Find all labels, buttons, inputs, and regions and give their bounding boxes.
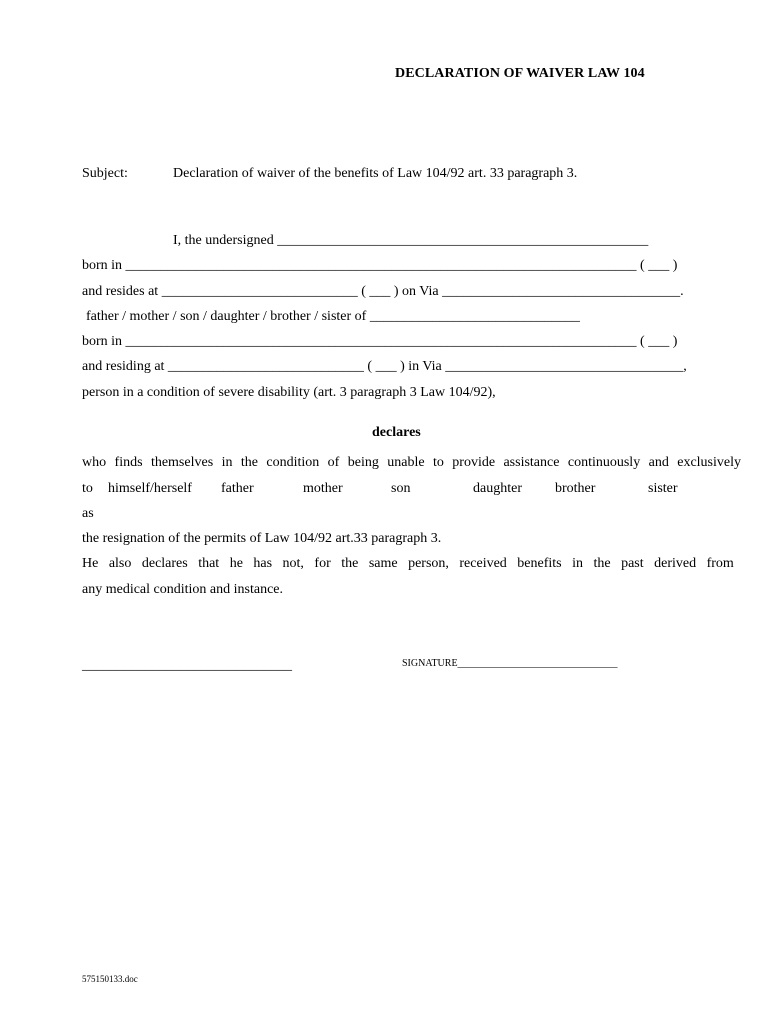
body-line-1 (82, 455, 741, 471)
body-word: the (341, 556, 359, 571)
body-word: continuously (567, 455, 641, 470)
document-title: DECLARATION OF WAIVER LAW 104 (395, 66, 645, 81)
body-word: person, (408, 556, 449, 571)
body-word: to (433, 455, 444, 470)
body-word: benefits (517, 556, 562, 571)
residing-at-line: and residing at ____________________________ ( ___ ) in Via __________________________________, (82, 359, 687, 374)
born-in-line-2: born in _________________________________________________________________________ ( ___ ) (82, 334, 678, 349)
subject-label: Subject: (82, 166, 128, 181)
body-word: same (368, 556, 398, 571)
body-word: unable (387, 455, 425, 470)
body-word: from (706, 556, 734, 571)
body-word: provide (452, 455, 496, 470)
body-line-5 (82, 556, 734, 572)
signature-line: SIGNATURE________________________________ (402, 658, 618, 669)
body-word: has (253, 556, 273, 571)
body-word: condition (266, 455, 320, 470)
condition-line: person in a condition of severe disability (art. 3 paragraph 3 Law 104/92), (82, 385, 496, 400)
relation-option: father (221, 481, 254, 496)
body-word: that (198, 556, 220, 571)
body-word: who (82, 455, 107, 470)
relation-option: son (391, 481, 411, 496)
subject-text: Declaration of waiver of the benefits of Law 104/92 art. 33 paragraph 3. (173, 166, 578, 181)
body-word: exclusively (677, 455, 741, 470)
body-word: finds (114, 455, 143, 470)
body-word: received (459, 556, 507, 571)
resides-at-line: and resides at ____________________________ ( ___ ) on Via __________________________________. (82, 284, 684, 299)
body-word: of (327, 455, 340, 470)
body-line-4: the resignation of the permits of Law 104/92 art.33 paragraph 3. (82, 531, 442, 546)
relation-option: mother (303, 481, 343, 496)
body-word: themselves (150, 455, 214, 470)
undersigned-line: I, the undersigned _____________________________________________________ (173, 233, 649, 248)
body-word: declares (141, 556, 188, 571)
relation-option: daughter (473, 481, 522, 496)
body-line-3: as (82, 506, 94, 521)
body-word: being (347, 455, 379, 470)
body-word: assistance (503, 455, 560, 470)
relation-option: to (82, 481, 93, 496)
body-word: not, (282, 556, 304, 571)
relation-option: sister (648, 481, 678, 496)
relation-option: brother (555, 481, 596, 496)
born-in-line-1: born in _________________________________________________________________________ ( ___ ) (82, 258, 678, 273)
relation-option: himself/herself (108, 481, 192, 496)
body-word: he (229, 556, 243, 571)
body-word: the (593, 556, 611, 571)
date-blank-line: ______________________________ (82, 658, 292, 673)
body-line-6: any medical condition and instance. (82, 582, 283, 597)
body-word: the (240, 455, 258, 470)
body-word: derived (654, 556, 697, 571)
footer-filename: 575150133.doc (82, 974, 138, 984)
declares-heading: declares (372, 425, 421, 440)
body-word: in (221, 455, 233, 470)
body-word: past (621, 556, 644, 571)
body-word: also (108, 556, 132, 571)
body-word: He (82, 556, 99, 571)
relation-line: father / mother / son / daughter / brother / sister of ______________________________ (86, 309, 580, 324)
body-word: and (648, 455, 669, 470)
body-word: in (572, 556, 583, 571)
body-word: for (314, 556, 331, 571)
